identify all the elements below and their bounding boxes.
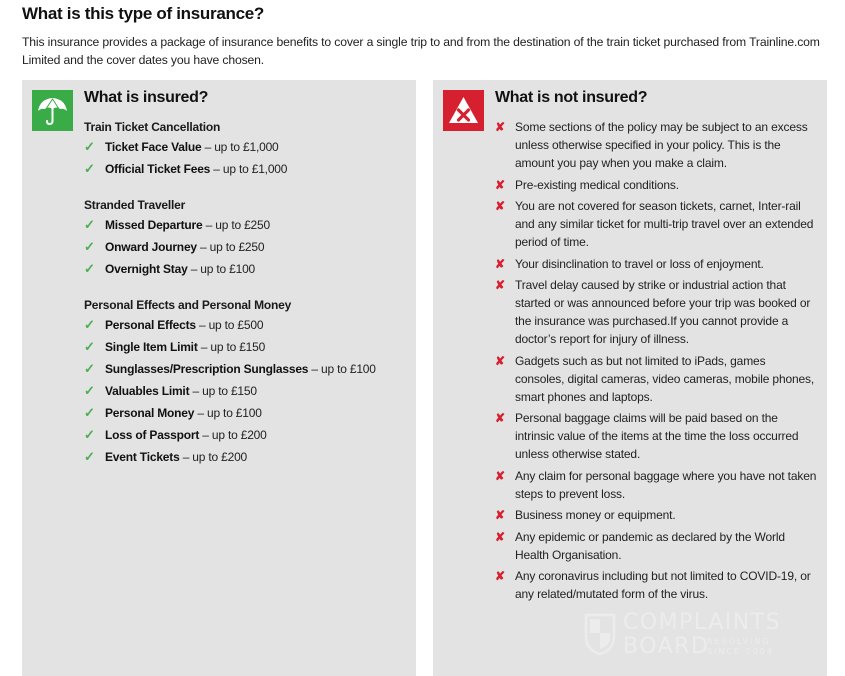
list-item <box>495 467 817 503</box>
list-item <box>495 506 817 524</box>
item-name: Personal Money <box>105 406 195 420</box>
warning-triangle-x-icon <box>443 90 484 131</box>
cross-icon: ✘ <box>495 569 505 583</box>
watermark-sub2: SINCE 2004 <box>707 647 774 656</box>
list-item <box>84 424 404 446</box>
check-icon: ✓ <box>84 317 95 332</box>
item-name: Valuables Limit <box>105 384 190 398</box>
item-name: Single Item Limit <box>105 340 198 354</box>
cross-icon: ✘ <box>495 529 505 544</box>
list-item <box>84 214 404 236</box>
item-text: Travel delay caused by strike or industrial action that started or was announced before your trip was booked or the insurance was purchased.If you cannot provide a doctor’s report for injury of illness. <box>515 278 811 346</box>
insured-sections <box>84 118 404 484</box>
item-limit: – up to £250 <box>202 218 270 232</box>
shield-logo-icon <box>583 612 617 656</box>
insured-panel <box>22 80 416 676</box>
watermark-line1: COMPLAINTS <box>623 610 782 635</box>
check-icon: ✓ <box>84 261 95 276</box>
list-item <box>84 136 404 158</box>
item-text: Pre-existing medical conditions. <box>515 177 679 192</box>
item-name: Event Tickets <box>105 450 180 464</box>
item-text: Any epidemic or pandemic as declared by the World Health Organisation. <box>515 529 785 562</box>
cross-icon: ✘ <box>495 177 505 192</box>
check-icon: ✓ <box>84 161 95 176</box>
check-icon: ✓ <box>84 361 95 376</box>
list-item <box>495 255 817 273</box>
section-stranded-traveller <box>84 196 404 280</box>
item-text: Some sections of the policy may be subject to an excess unless otherwise specified in your policy. This is the amount you pay when you make a claim. <box>515 120 808 170</box>
list-item <box>84 446 404 468</box>
check-icon: ✓ <box>84 217 95 232</box>
list-item <box>495 352 817 406</box>
section-heading: Train Ticket Cancellation <box>84 120 221 134</box>
item-text: Your disinclination to travel or loss of enjoyment. <box>515 256 764 271</box>
check-icon: ✓ <box>84 427 95 442</box>
list-item <box>495 276 817 348</box>
cross-icon: ✘ <box>495 120 505 134</box>
item-name: Personal Effects <box>105 318 196 332</box>
check-icon: ✓ <box>84 449 95 464</box>
insured-title: What is insured? <box>84 89 209 106</box>
item-limit: – up to £200 <box>199 428 267 442</box>
item-text: Gadgets such as but not limited to iPads, games consoles, digital cameras, video cameras, mobile phones, smart phones and laptops. <box>515 353 815 404</box>
item-limit: – up to £500 <box>195 318 264 332</box>
item-name: Sunglasses/Prescription Sunglasses <box>105 362 309 376</box>
item-limit: – up to £1,000 <box>201 140 279 154</box>
item-name: Official Ticket Fees <box>105 162 211 176</box>
cross-icon: ✘ <box>495 508 505 522</box>
list-item <box>84 258 404 280</box>
list-item <box>495 409 817 463</box>
list-item <box>495 528 817 564</box>
item-limit: – up to £150 <box>189 384 257 398</box>
check-icon: ✓ <box>84 383 95 398</box>
check-icon: ✓ <box>84 239 95 254</box>
item-text: Business money or equipment. <box>515 508 676 522</box>
list-item <box>495 567 817 603</box>
complaints-board-watermark <box>583 610 803 660</box>
list-item <box>84 402 404 424</box>
watermark-tagline <box>707 637 774 657</box>
intro-paragraph: This insurance provides a package of insurance benefits to cover a single trip to and from the destination of the train ticket purchased from Trainline.com Limited and the cover dates you have chosen. <box>22 35 820 67</box>
item-limit: – up to £150 <box>197 340 266 354</box>
watermark-sub1: RESOLVING <box>707 637 771 646</box>
item-name: Missed Departure <box>105 218 203 232</box>
section-train-ticket-cancellation <box>84 118 404 180</box>
page-title: What is this type of insurance? <box>22 4 264 23</box>
list-item <box>84 314 404 336</box>
watermark-line2: BOARD <box>623 634 710 659</box>
list-item <box>84 358 404 380</box>
item-limit: – up to £100 <box>194 406 262 420</box>
list-item <box>495 197 817 251</box>
item-limit: – up to £200 <box>179 450 248 464</box>
item-text: You are not covered for season tickets, carnet, Inter-rail and any similar ticket for multi-trip travel over an extended period of time. <box>515 199 814 249</box>
section-personal-effects <box>84 296 404 468</box>
item-text: Any claim for personal baggage where you have not taken steps to prevent loss. <box>515 468 817 501</box>
item-text: Any coronavirus including but not limited to COVID-19, or any related/mutated form of the virus. <box>515 569 811 601</box>
section-heading: Stranded Traveller <box>84 198 186 212</box>
cross-icon: ✘ <box>495 411 505 425</box>
item-limit: – up to £250 <box>196 240 265 254</box>
item-text: Personal baggage claims will be paid based on the intrinsic value of the items at the time the loss occurred unless otherwise stated. <box>515 411 799 461</box>
item-limit: – up to £1,000 <box>210 162 288 176</box>
list-item <box>495 176 817 194</box>
cross-icon: ✘ <box>495 199 505 213</box>
not-insured-list <box>495 118 817 607</box>
cross-icon: ✘ <box>495 278 505 292</box>
list-item <box>84 380 404 402</box>
list-item <box>84 158 404 180</box>
list-item <box>84 336 404 358</box>
cross-icon: ✘ <box>495 468 505 483</box>
item-name: Overnight Stay <box>105 262 188 276</box>
umbrella-icon <box>32 90 73 131</box>
check-icon: ✓ <box>84 139 95 154</box>
check-icon: ✓ <box>84 339 95 354</box>
cross-icon: ✘ <box>495 256 505 271</box>
item-name: Onward Journey <box>105 240 197 254</box>
item-limit: – up to £100 <box>308 362 376 376</box>
check-icon: ✓ <box>84 405 95 420</box>
item-name: Loss of Passport <box>105 428 200 442</box>
cross-icon: ✘ <box>495 353 505 368</box>
not-insured-title: What is not insured? <box>495 89 648 106</box>
not-insured-panel <box>433 80 827 676</box>
item-name: Ticket Face Value <box>105 140 202 154</box>
list-item <box>84 236 404 258</box>
section-heading: Personal Effects and Personal Money <box>84 298 292 312</box>
item-limit: – up to £100 <box>187 262 256 276</box>
list-item <box>495 118 817 172</box>
